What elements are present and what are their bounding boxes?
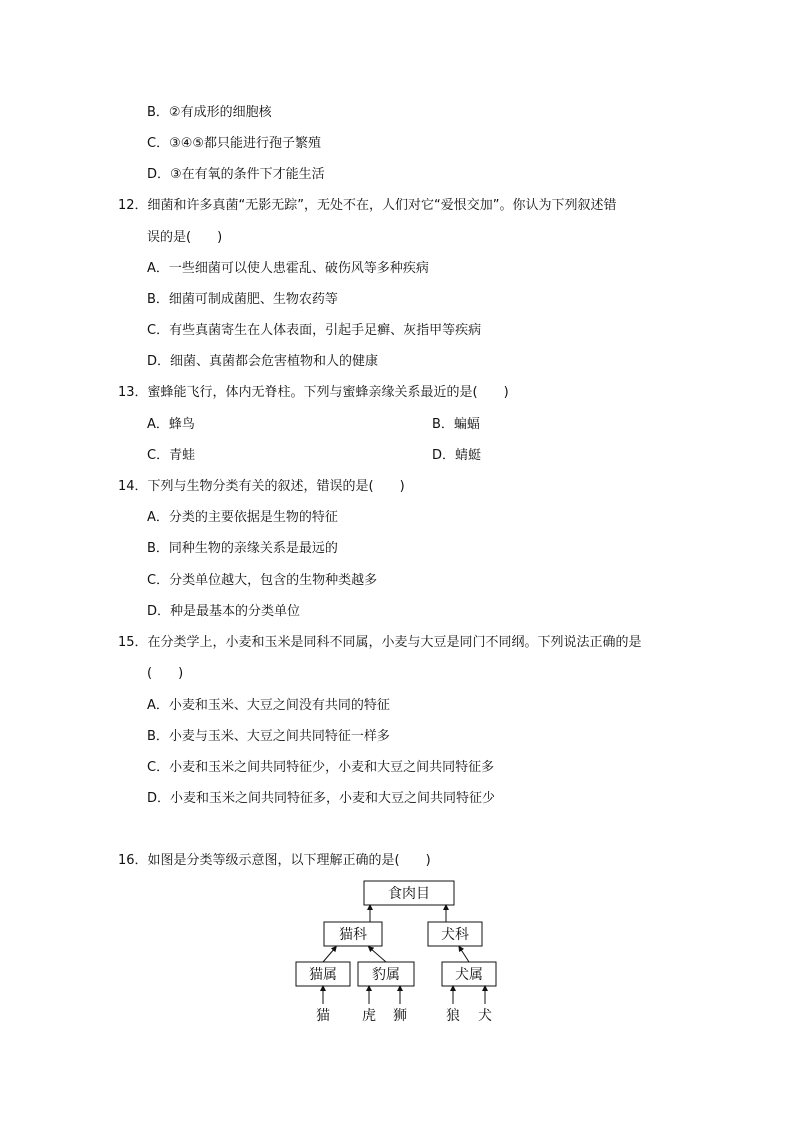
q11-option-b: B．②有成形的细胞核 xyxy=(147,105,272,120)
q13-option-d: D．蜻蜓 xyxy=(432,448,482,463)
q14-option-c: C．分类单位越大，包含的生物种类越多 xyxy=(147,573,378,588)
genus-label-leopard: 豹属 xyxy=(372,967,400,983)
q15-option-d: D．小麦和玉米之间共同特征多，小麦和大豆之间共同特征少 xyxy=(147,791,496,806)
q13-option-b: B．蝙蝠 xyxy=(432,417,480,432)
order-label: 食肉目 xyxy=(388,886,430,902)
q11-option-c: C．③④⑤都只能进行孢子繁殖 xyxy=(147,136,322,151)
q15-stem-line2: ( ) xyxy=(147,666,184,681)
q13-option-c: C．青蛙 xyxy=(147,448,196,463)
family-label-cat: 猫科 xyxy=(339,927,367,943)
genus-label-dog: 犬属 xyxy=(455,967,483,983)
q13-stem: 13．蜜蜂能飞行，体内无脊柱。下列与蜜蜂亲缘关系最近的是( ) xyxy=(118,385,509,400)
species-label-wolf: 狼 xyxy=(446,1008,460,1024)
q14-stem: 14．下列与生物分类有关的叙述，错误的是( ) xyxy=(118,479,405,494)
genus-label-cat: 猫属 xyxy=(309,967,337,983)
q12-option-a: A．一些细菌可以使人患霍乱、破伤风等多种疾病 xyxy=(147,261,429,276)
species-label-tiger: 虎 xyxy=(362,1008,376,1024)
q13-option-a: A．蜂鸟 xyxy=(147,417,195,432)
species-label-cat: 猫 xyxy=(316,1008,330,1024)
q15-option-a: A．小麦和玉米、大豆之间没有共同的特征 xyxy=(147,698,390,713)
q11-option-d: D．③在有氧的条件下才能生活 xyxy=(147,167,325,182)
q12-option-b: B．细菌可制成菌肥、生物农药等 xyxy=(147,292,338,307)
species-label-dog: 犬 xyxy=(478,1008,492,1024)
q15-stem-line1: 15．在分类学上，小麦和玉米是同科不同属，小麦与大豆是同门不同纲。下列说法正确的是 xyxy=(118,635,642,650)
q12-option-c: C．有些真菌寄生在人体表面，引起手足癣、灰指甲等疾病 xyxy=(147,323,482,338)
q12-stem-line2: 误的是( ) xyxy=(147,230,223,245)
q14-option-b: B．同种生物的亲缘关系是最远的 xyxy=(147,541,338,556)
q15-option-c: C．小麦和玉米之间共同特征少，小麦和大豆之间共同特征多 xyxy=(147,760,495,775)
q12-option-d: D．细菌、真菌都会危害植物和人的健康 xyxy=(147,354,379,369)
q12-stem-line1: 12．细菌和许多真菌“无影无踪”，无处不在，人们对它“爱恨交加”。你认为下列叙述错 xyxy=(118,198,617,213)
q15-option-b: B．小麦与玉米、大豆之间共同特征一样多 xyxy=(147,729,390,744)
species-label-lion: 狮 xyxy=(393,1008,407,1024)
family-label-dog: 犬科 xyxy=(441,927,469,943)
q14-option-d: D．种是最基本的分类单位 xyxy=(147,604,301,619)
q16-stem: 16．如图是分类等级示意图，以下理解正确的是( ) xyxy=(118,853,431,868)
classification-diagram xyxy=(290,876,510,1026)
q14-option-a: A．分类的主要依据是生物的特征 xyxy=(147,510,338,525)
